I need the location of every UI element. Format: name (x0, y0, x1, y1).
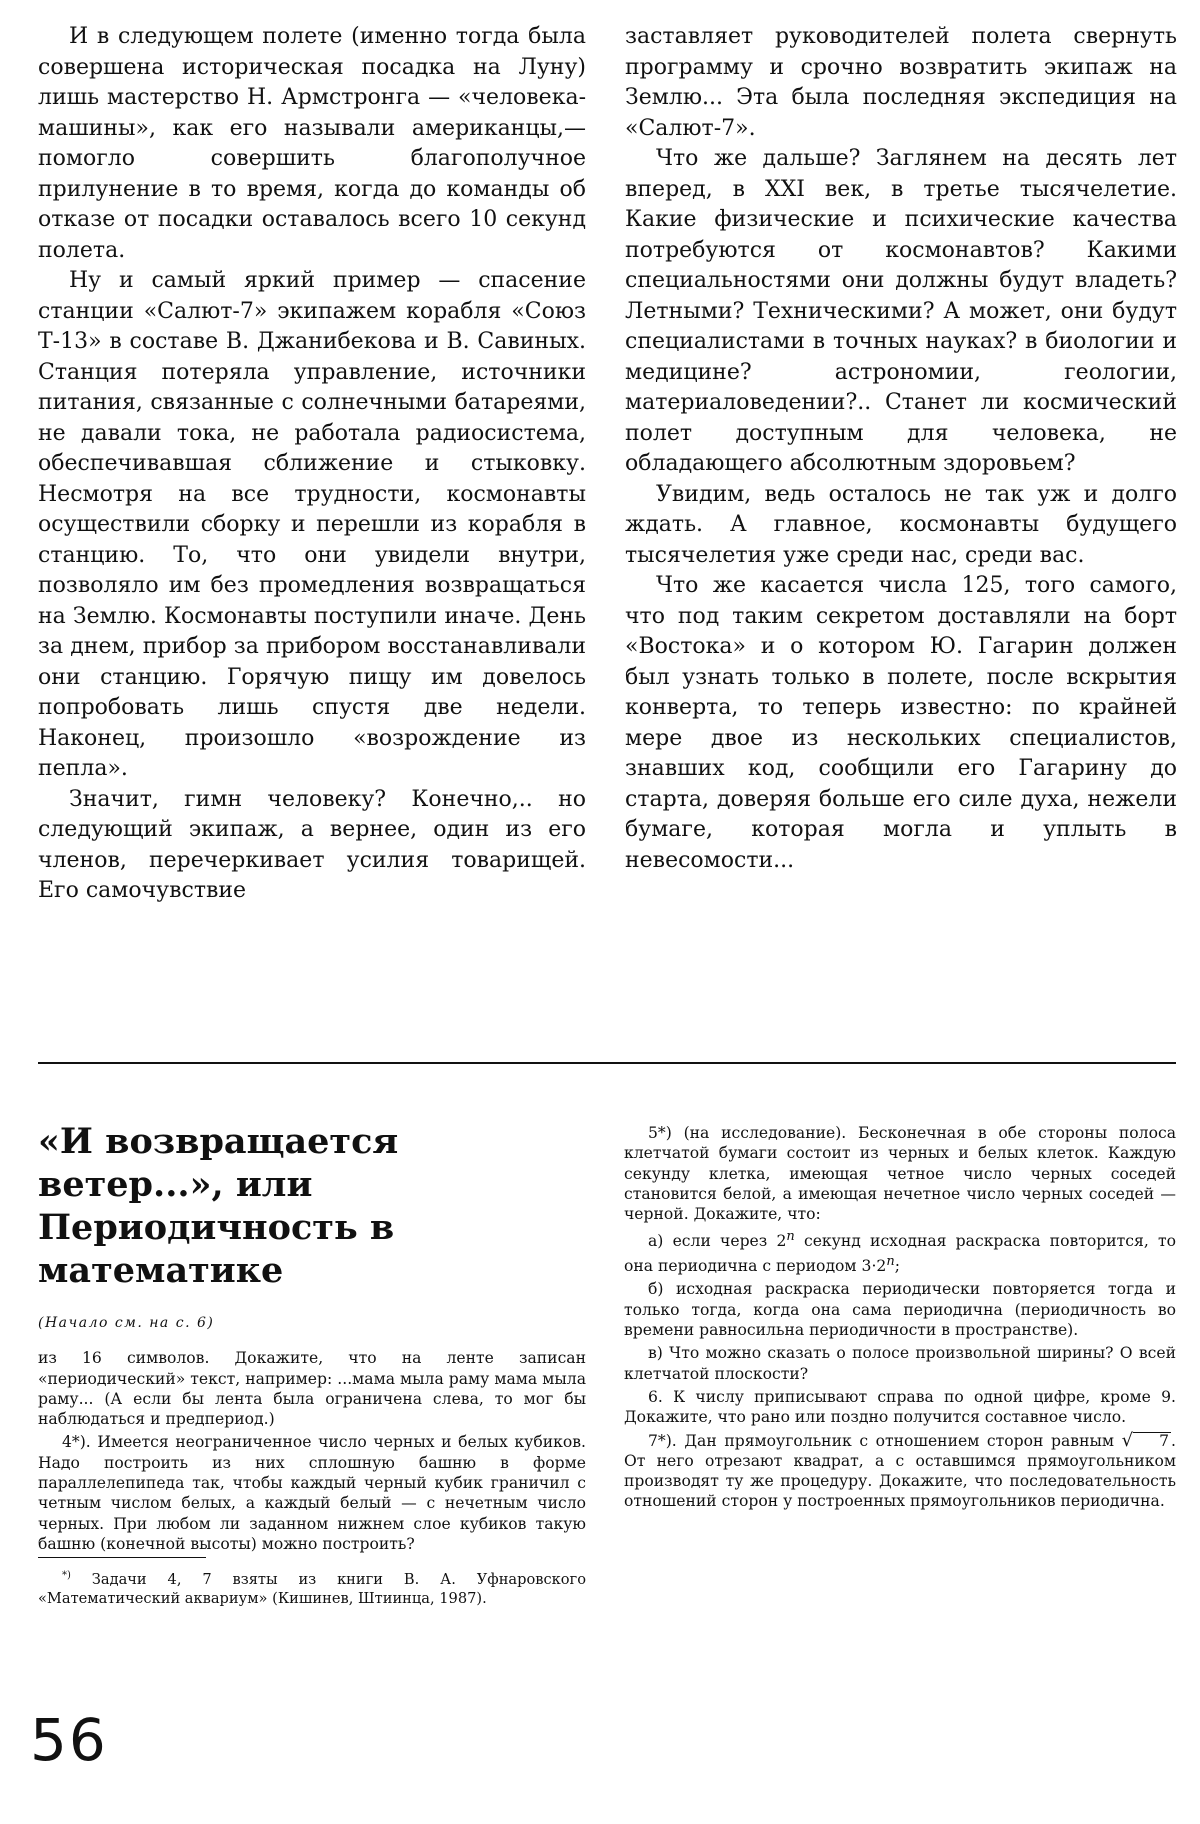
problem-4: 4*). Имеется неограниченное число черных и белых кубиков. Надо построить из них сплошную башню в форме параллелепипеда так, чтобы каждый черный кубик граничил с четным числом белых, а каждый белый — с нечетным число черных. При любом ли заданном нижнем слое кубиков такую башню (конечной высоты) можно построить? (38, 1433, 586, 1553)
problem-5c: в) Что можно сказать о полосе произвольной ширины? О всей клетчатой плоскости? (624, 1344, 1176, 1383)
problem-5a-text-2: секунд исходная раскраска повторится, то она периодична с периодом 3·2 (624, 1232, 1176, 1276)
sqrt-value: 7 (1133, 1432, 1171, 1449)
paragraph: Что же дальше? Заглянем на десять лет вперед, в XXI век, в третье тысячелетие. Какие физические и психические качества потребуются от космонавтов? Какими специальностями они должны будут владеть? Летными? Техническими? А может, они будут специалистами в точных науках? в биологии и медицине? астрономии, геологии, материаловедении?.. Станет ли космический полет доступным для человека, не обладающего абсолютным здоровьем? (625, 146, 1177, 476)
problem-5a-text: а) если через 2 (648, 1232, 787, 1251)
paragraph: из 16 символов. Докажите, что на ленте записан «периодический» текст, например: ...мама мыла раму мама мыла раму... (А если бы лента была ограничена слева, то мог бы наблюдаться и предпериод.) (38, 1349, 586, 1429)
problem-7-text: 7*). Дан прямоугольник с отношением сторон равным (648, 1431, 1122, 1450)
problem-7 (624, 1431, 1176, 1512)
problem-5a-end: ; (894, 1257, 900, 1276)
paragraph: И в следующем полете (именно тогда была совершена историческая посадка на Луну) лишь мастерство Н. Армстронга — «человека-машины», как его называли американцы,— помогло совершить благополучное прилунение в то время, когда до команды об отказе от посадки оставалось всего 10 секунд полета. (38, 24, 586, 263)
article-column-top-left (38, 22, 586, 907)
paragraph: заставляет руководителей полета свернуть программу и срочно возвратить экипаж на Землю... Эта была последняя экспедиция на «Салют-7». (625, 24, 1177, 141)
problem-6: 6. К числу приписывают справа по одной цифре, кроме 9. Докажите, что рано или поздно получится составное число. (624, 1387, 1176, 1427)
footnote-text: Задачи 4, 7 взяты из книги В. А. Уфнаровского «Математический аквариум» (Кишинев, Штиинца, 1987). (38, 1571, 586, 1608)
paragraph: Что же касается числа 125, того самого, что под таким секретом доставляли на борт «Востока» и о котором Ю. Гагарин должен был узнать только в полете, после вскрытия конверта, то теперь известно: по крайней мере двое из нескольких специалистов, знавших код, сообщили его Гагарину до старта, доверяя больше его силе духа, нежели бумаге, которая могла и уплыть в невесомости... (625, 573, 1177, 873)
exponent: n (886, 1253, 895, 1269)
footnote-mark: *) (62, 1570, 71, 1582)
footnote (38, 1566, 586, 1608)
article-title: «И возвращается ветер...», или Периодичность в математике (38, 1121, 399, 1291)
section-divider (38, 1062, 1176, 1064)
problem-7-text-2: . От него отрезают квадрат, а с оставшимся прямоугольником производят ту же процедуру. Докажите, что последовательность отношений сторон у построенных прямоугольников периодична. (624, 1431, 1176, 1511)
problem-5: 5*) (на исследование). Бесконечная в обе стороны полоса клетчатой бумаги состоит из черных и белых клеток. Каждую секунду клетка, имеющая четное число черных соседей становится белой, а имеющая нечетное число черных соседей — черной. Докажите, что: (624, 1124, 1176, 1224)
exponent: n (786, 1229, 795, 1245)
sqrt-sign: √ (1121, 1429, 1134, 1451)
math-article-left-column (38, 1120, 586, 1611)
problem-5b: б) исходная раскраска периодически повторяется тогда и только тогда, когда она сама периодична (периодичность во времени равносильна периодичности в пространстве). (624, 1280, 1176, 1340)
paragraph: Значит, гимн человеку? Конечно,.. но следующий экипаж, а вернее, один из его членов, перечеркивает усилия товарищей. Его самочувствие (38, 786, 586, 903)
continuation-note: (Начало см. на с. 6) (38, 1315, 215, 1331)
paragraph: Увидим, ведь осталось не так уж и долго ждать. А главное, космонавты будущего тысячелетия уже среди нас, среди вас. (625, 481, 1177, 568)
problem-5a (624, 1227, 1176, 1276)
article-column-top-right (625, 22, 1177, 876)
page-number: 56 (30, 1706, 108, 1774)
footnote-rule (38, 1557, 206, 1558)
paragraph: Ну и самый яркий пример — спасение станции «Салют-7» экипажем корабля «Союз Т-13» в составе В. Джанибекова и В. Савиных. Станция потеряла управление, источники питания, связанные с солнечными батареями, не давали тока, не работала радиосистема, обеспечивавшая сближение и стыковку. Несмотря на все трудности, космонавты осуществили сборку и перешли из корабля в станцию. То, что они увидели внутри, позволяло им без промедления возвращаться на Землю. Космонавты поступили иначе. День за днем, прибор за прибором восстанавливали они станцию. Горячую пищу им довелось попробовать лишь спустя две недели. Наконец, произошло «возрождение из пепла». (38, 268, 586, 781)
math-article-right-column (624, 1123, 1176, 1515)
